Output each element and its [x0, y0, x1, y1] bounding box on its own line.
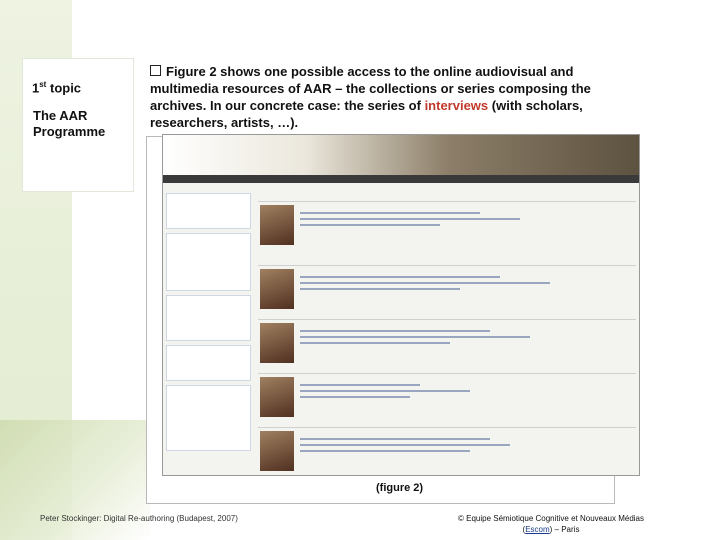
sidebar-box	[166, 385, 251, 451]
thumbnail	[260, 269, 294, 309]
website-screenshot	[162, 134, 640, 476]
thumbnail	[260, 431, 294, 471]
footer-author: Peter Stockinger: Digital Re-authoring (Budapest, 2007)	[40, 514, 238, 523]
list-item	[258, 319, 636, 368]
checkbox-bullet-icon	[150, 65, 161, 76]
programme-label: The AAR Programme	[33, 108, 106, 139]
sidebar-box	[166, 193, 251, 229]
list-item	[258, 373, 636, 422]
sidebar-box	[166, 345, 251, 381]
figure-caption: (figure 2)	[376, 482, 424, 494]
list-item	[258, 265, 636, 314]
site-sidebar	[166, 193, 251, 465]
footer-copyright: © Equipe Sémiotique Cognitive et Nouveaux Médias (Escom) – Paris	[458, 514, 644, 534]
escom-link[interactable]: Escom	[525, 525, 550, 534]
site-nav-bar	[163, 175, 639, 183]
highlight-interviews: interviews	[424, 98, 489, 113]
sidebar-box	[166, 295, 251, 341]
figure-description: Figure 2 shows one possible access to the online audiovisual and multimedia resources of AAR – the collections or series composing the archives. In our concrete case: the series of interviews (with scholars, researchers, artists, …).	[150, 64, 591, 130]
list-item	[258, 201, 636, 250]
site-content-list	[258, 193, 636, 473]
list-item	[258, 427, 636, 476]
thumbnail	[260, 205, 294, 245]
sidebar-box	[166, 233, 251, 291]
thumbnail	[260, 377, 294, 417]
topic-label: 1st topic	[32, 80, 82, 96]
thumbnail	[260, 323, 294, 363]
